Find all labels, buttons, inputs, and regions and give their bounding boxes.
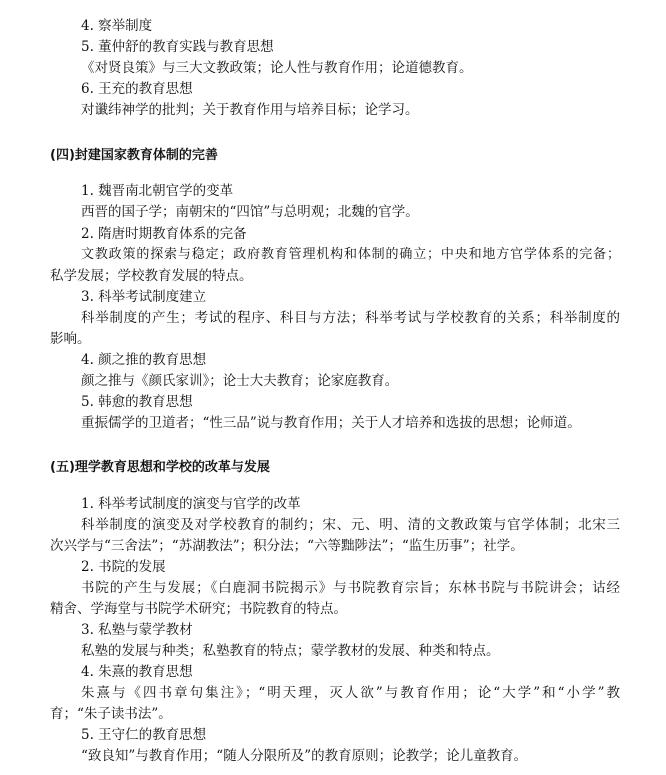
paragraph-line: 科举制度的产生；考试的程序、科目与方法；科举考试与学校教育的关系；科举制度的 (81, 310, 620, 326)
paragraph-line: “致良知”与教育作用；“随人分限所及”的教育原则；论教学；论儿童教育。 (81, 748, 528, 764)
paragraph-line: 次兴学与“三舍法”；“苏湖教法”；积分法；“六等黜陟法”；“监生历事”；社学。 (50, 538, 524, 554)
paragraph-line: 颜之推与《颜氏家训》；论士大夫教育；论家庭教育。 (81, 373, 399, 389)
paragraph-line: 科举制度的演变及对学校教育的制约；宋、元、明、清的文教政策与官学体制；北宋三 (81, 517, 620, 533)
paragraph-line: 西晋的国子学；南朝宋的“四馆”与总明观；北魏的官学。 (81, 204, 419, 220)
paragraph-line: 对谶纬神学的批判；关于教育作用与培养目标；论学习。 (81, 102, 419, 118)
paragraph-line: 文教政策的探索与稳定；政府教育管理机构和体制的确立；中央和地方官学体系的完备； (81, 247, 620, 262)
paragraph-line: 书院的产生与发展；《白鹿洞书院揭示》与书院教育宗旨；东林书院与书院讲会；诂经 (81, 580, 620, 596)
list-item: 2. 隋唐时期教育体系的完备 (81, 226, 247, 242)
list-item: 5. 董仲舒的教育实践与教育思想 (81, 39, 274, 55)
section-heading: (四)封建国家教育体制的完善 (50, 148, 218, 163)
list-item: 3. 私塾与蒙学教材 (81, 622, 193, 638)
list-item: 3. 科举考试制度建立 (81, 289, 207, 305)
list-item: 4. 朱熹的教育思想 (81, 664, 193, 680)
list-item: 2. 书院的发展 (81, 559, 166, 575)
list-item: 4. 察举制度 (81, 18, 153, 34)
section-heading: (五)理学教育思想和学校的改革与发展 (50, 460, 270, 475)
list-item: 6. 王充的教育思想 (81, 81, 193, 97)
paragraph-line: 育；“朱子读书法”。 (50, 706, 172, 722)
paragraph-line: 重振儒学的卫道者；“性三品”说与教育作用；关于人才培养和选拔的思想；论师道。 (81, 415, 581, 431)
list-item: 1. 科举考试制度的演变与官学的改革 (81, 496, 301, 512)
paragraph-line: 影响。 (50, 331, 91, 347)
paragraph-line: 私塾的发展与种类；私塾教育的特点；蒙学教材的发展、种类和特点。 (81, 643, 500, 659)
paragraph-line: 精舍、学海堂与书院学术研究；书院教育的特点。 (50, 601, 347, 617)
list-item: 5. 王守仁的教育思想 (81, 727, 207, 743)
list-item: 5. 韩愈的教育思想 (81, 394, 193, 410)
paragraph-line: 朱熹与《四书章句集注》；“明天理，灭人欲”与教育作用；论“大学”和“小学”教 (81, 685, 620, 701)
paragraph-line: 《对贤良策》与三大文教政策；论人性与教育作用；论道德教育。 (81, 60, 473, 76)
list-item: 1. 魏晋南北朝官学的变革 (81, 183, 234, 199)
list-item: 4. 颜之推的教育思想 (81, 352, 207, 368)
paragraph-line: 私学发展；学校教育发展的特点。 (50, 268, 253, 284)
